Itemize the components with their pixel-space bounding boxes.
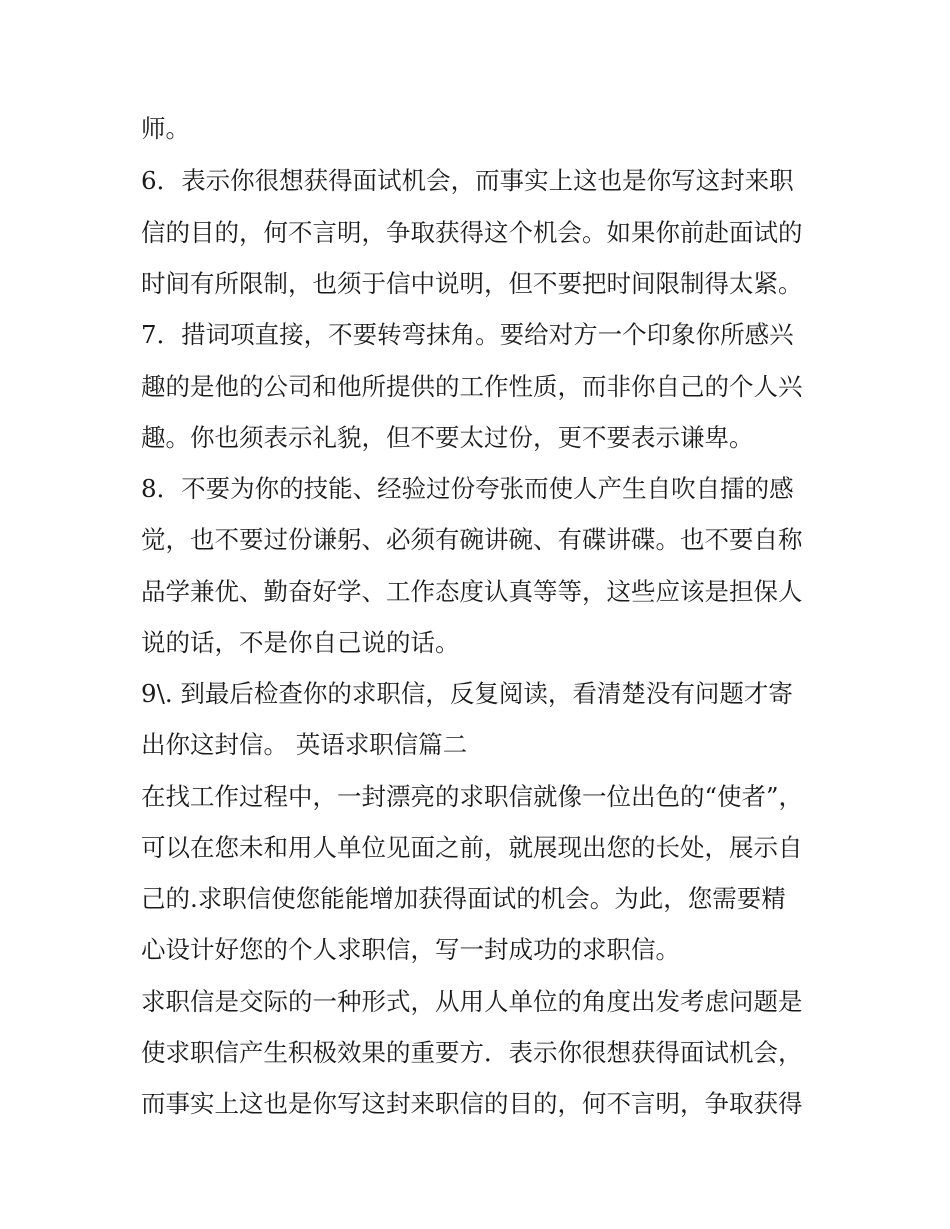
text-line: 趣。你也须表示礼貌，但不要太过份，更不要表示谦卑。 bbox=[141, 423, 754, 452]
text-line: 而事实上这也是你写这封来职信的目的，何不言明，争取获得 bbox=[141, 1089, 803, 1118]
text-line: 品学兼优、勤奋好学、工作态度认真等等，这些应该是担保人 bbox=[141, 577, 803, 606]
text-line: 9\. 到最后检查你的求职信，反复阅读，看清楚没有问题才寄 bbox=[141, 679, 793, 708]
text-line: 信的目的，何不言明，争取获得这个机会。如果你前赴面试的 bbox=[141, 218, 803, 247]
text-line: 时间有所限制，也须于信中说明，但不要把时间限制得太紧。 bbox=[141, 269, 803, 298]
text-line: 师。 bbox=[141, 114, 190, 143]
text-line: 趣的是他的公司和他所提供的工作性质，而非你自己的个人兴 bbox=[141, 372, 803, 401]
text-line: 7．措词项直接，不要转弯抹角。要给对方一个印象你所感兴 bbox=[141, 320, 794, 349]
text-line: 8．不要为你的技能、经验过份夸张而使人产生自吹自擂的感 bbox=[141, 474, 794, 503]
text-line: 说的话，不是你自己说的话。 bbox=[141, 628, 460, 657]
text-line: 己的.求职信使您能能增加获得面试的机会。为此，您需要精 bbox=[141, 884, 786, 913]
text-line: 在找工作过程中，一封漂亮的求职信就像一位出色的“使者”， bbox=[141, 782, 804, 811]
text-line: 求职信是交际的一种形式，从用人单位的角度出发考虑问题是 bbox=[141, 987, 803, 1016]
text-line: 可以在您未和用人单位见面之前，就展现出您的长处，展示自 bbox=[141, 833, 803, 862]
text-line: 6．表示你很想获得面试机会，而事实上这也是你写这封来职 bbox=[141, 166, 794, 195]
text-line: 使求职信产生积极效果的重要方．表示你很想获得面试机会， bbox=[141, 1038, 803, 1067]
text-line: 心设计好您的个人求职信，写一封成功的求职信。 bbox=[141, 935, 680, 964]
text-line: 觉，也不要过份谦躬、必须有碗讲碗、有碟讲碟。也不要自称 bbox=[141, 525, 803, 554]
text-line: 出你这封信。 英语求职信篇二 bbox=[141, 730, 468, 759]
